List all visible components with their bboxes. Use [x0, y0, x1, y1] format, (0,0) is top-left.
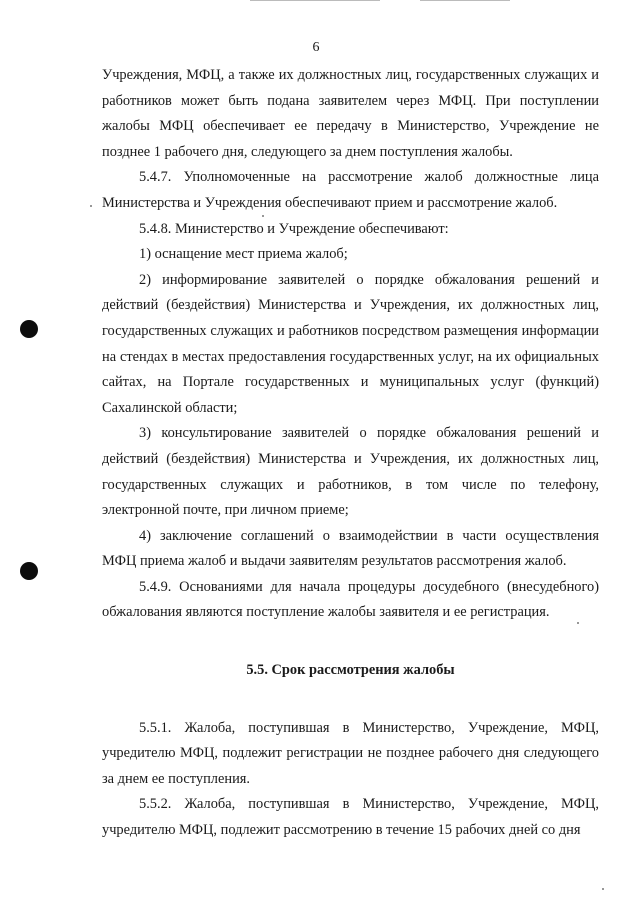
paragraph: 5.4.9. Основаниями для начала процедуры досудебного (внесудебного) обжалования являются поступление жалобы заявителя и ее регистрация. — [102, 578, 599, 621]
scan-speck — [602, 888, 604, 890]
scan-speck — [90, 205, 92, 207]
document-body — [102, 63, 599, 844]
page-number: 6 — [312, 40, 320, 55]
paragraph: Учреждения, МФЦ, а также их должностных лиц, государственных служащих и работников может быть подана заявителем через МФЦ. При поступлении жалобы МФЦ обеспечивает ее передачу в Министерство, Учреждение не позднее 1 рабочего дня, следующего за днем поступления жалобы. — [102, 67, 599, 160]
paragraph: 5.4.7. Уполномоченные на рассмотрение жалоб должностные лица Министерства и Учреждения обеспечивают прием и рассмотрение жалоб. — [102, 169, 599, 211]
punch-hole-mark — [20, 562, 38, 580]
list-item: 4) заключение соглашений о взаимодействии в части осуществления МФЦ приема жалоб и выдачи заявителям результатов рассмотрения жалоб. — [102, 527, 599, 570]
list-item: 2) информирование заявителей о порядке обжалования решений и действий (бездействия) Министерства и Учреждения, их должностных лиц, государственных служащих и работников посредством размещения информации на стендах в местах предоставления государственных услуг, на их официальных сайтах, на Портале государственных и муниципальных услуг (функций) Сахалинской области; — [102, 271, 599, 416]
section-heading: 5.5. Срок рассмотрения жалобы — [246, 662, 455, 679]
scan-edge-line — [250, 0, 380, 1]
paragraph: 5.5.2. Жалоба, поступившая в Министерство, Учреждение, МФЦ, учредителю МФЦ, подлежит рассмотрению в течение 15 рабочих дней со дня — [102, 796, 599, 839]
punch-hole-mark — [20, 320, 38, 338]
list-item: 1) оснащение мест приема жалоб; — [139, 246, 348, 263]
paragraph: 5.5.1. Жалоба, поступившая в Министерство, Учреждение, МФЦ, учредителю МФЦ, подлежит регистрации не позднее рабочего дня следующего за днем ее поступления. — [102, 719, 599, 787]
paragraph: 5.4.8. Министерство и Учреждение обеспечивают: — [139, 220, 449, 237]
list-item: 3) консультирование заявителей о порядке обжалования решений и действий (бездействия) Министерства и Учреждения, их должностных лиц, государственных служащих и работников, в том числе по телефону, электронной почте, при личном приеме; — [102, 425, 599, 519]
scan-edge-line — [420, 0, 510, 1]
